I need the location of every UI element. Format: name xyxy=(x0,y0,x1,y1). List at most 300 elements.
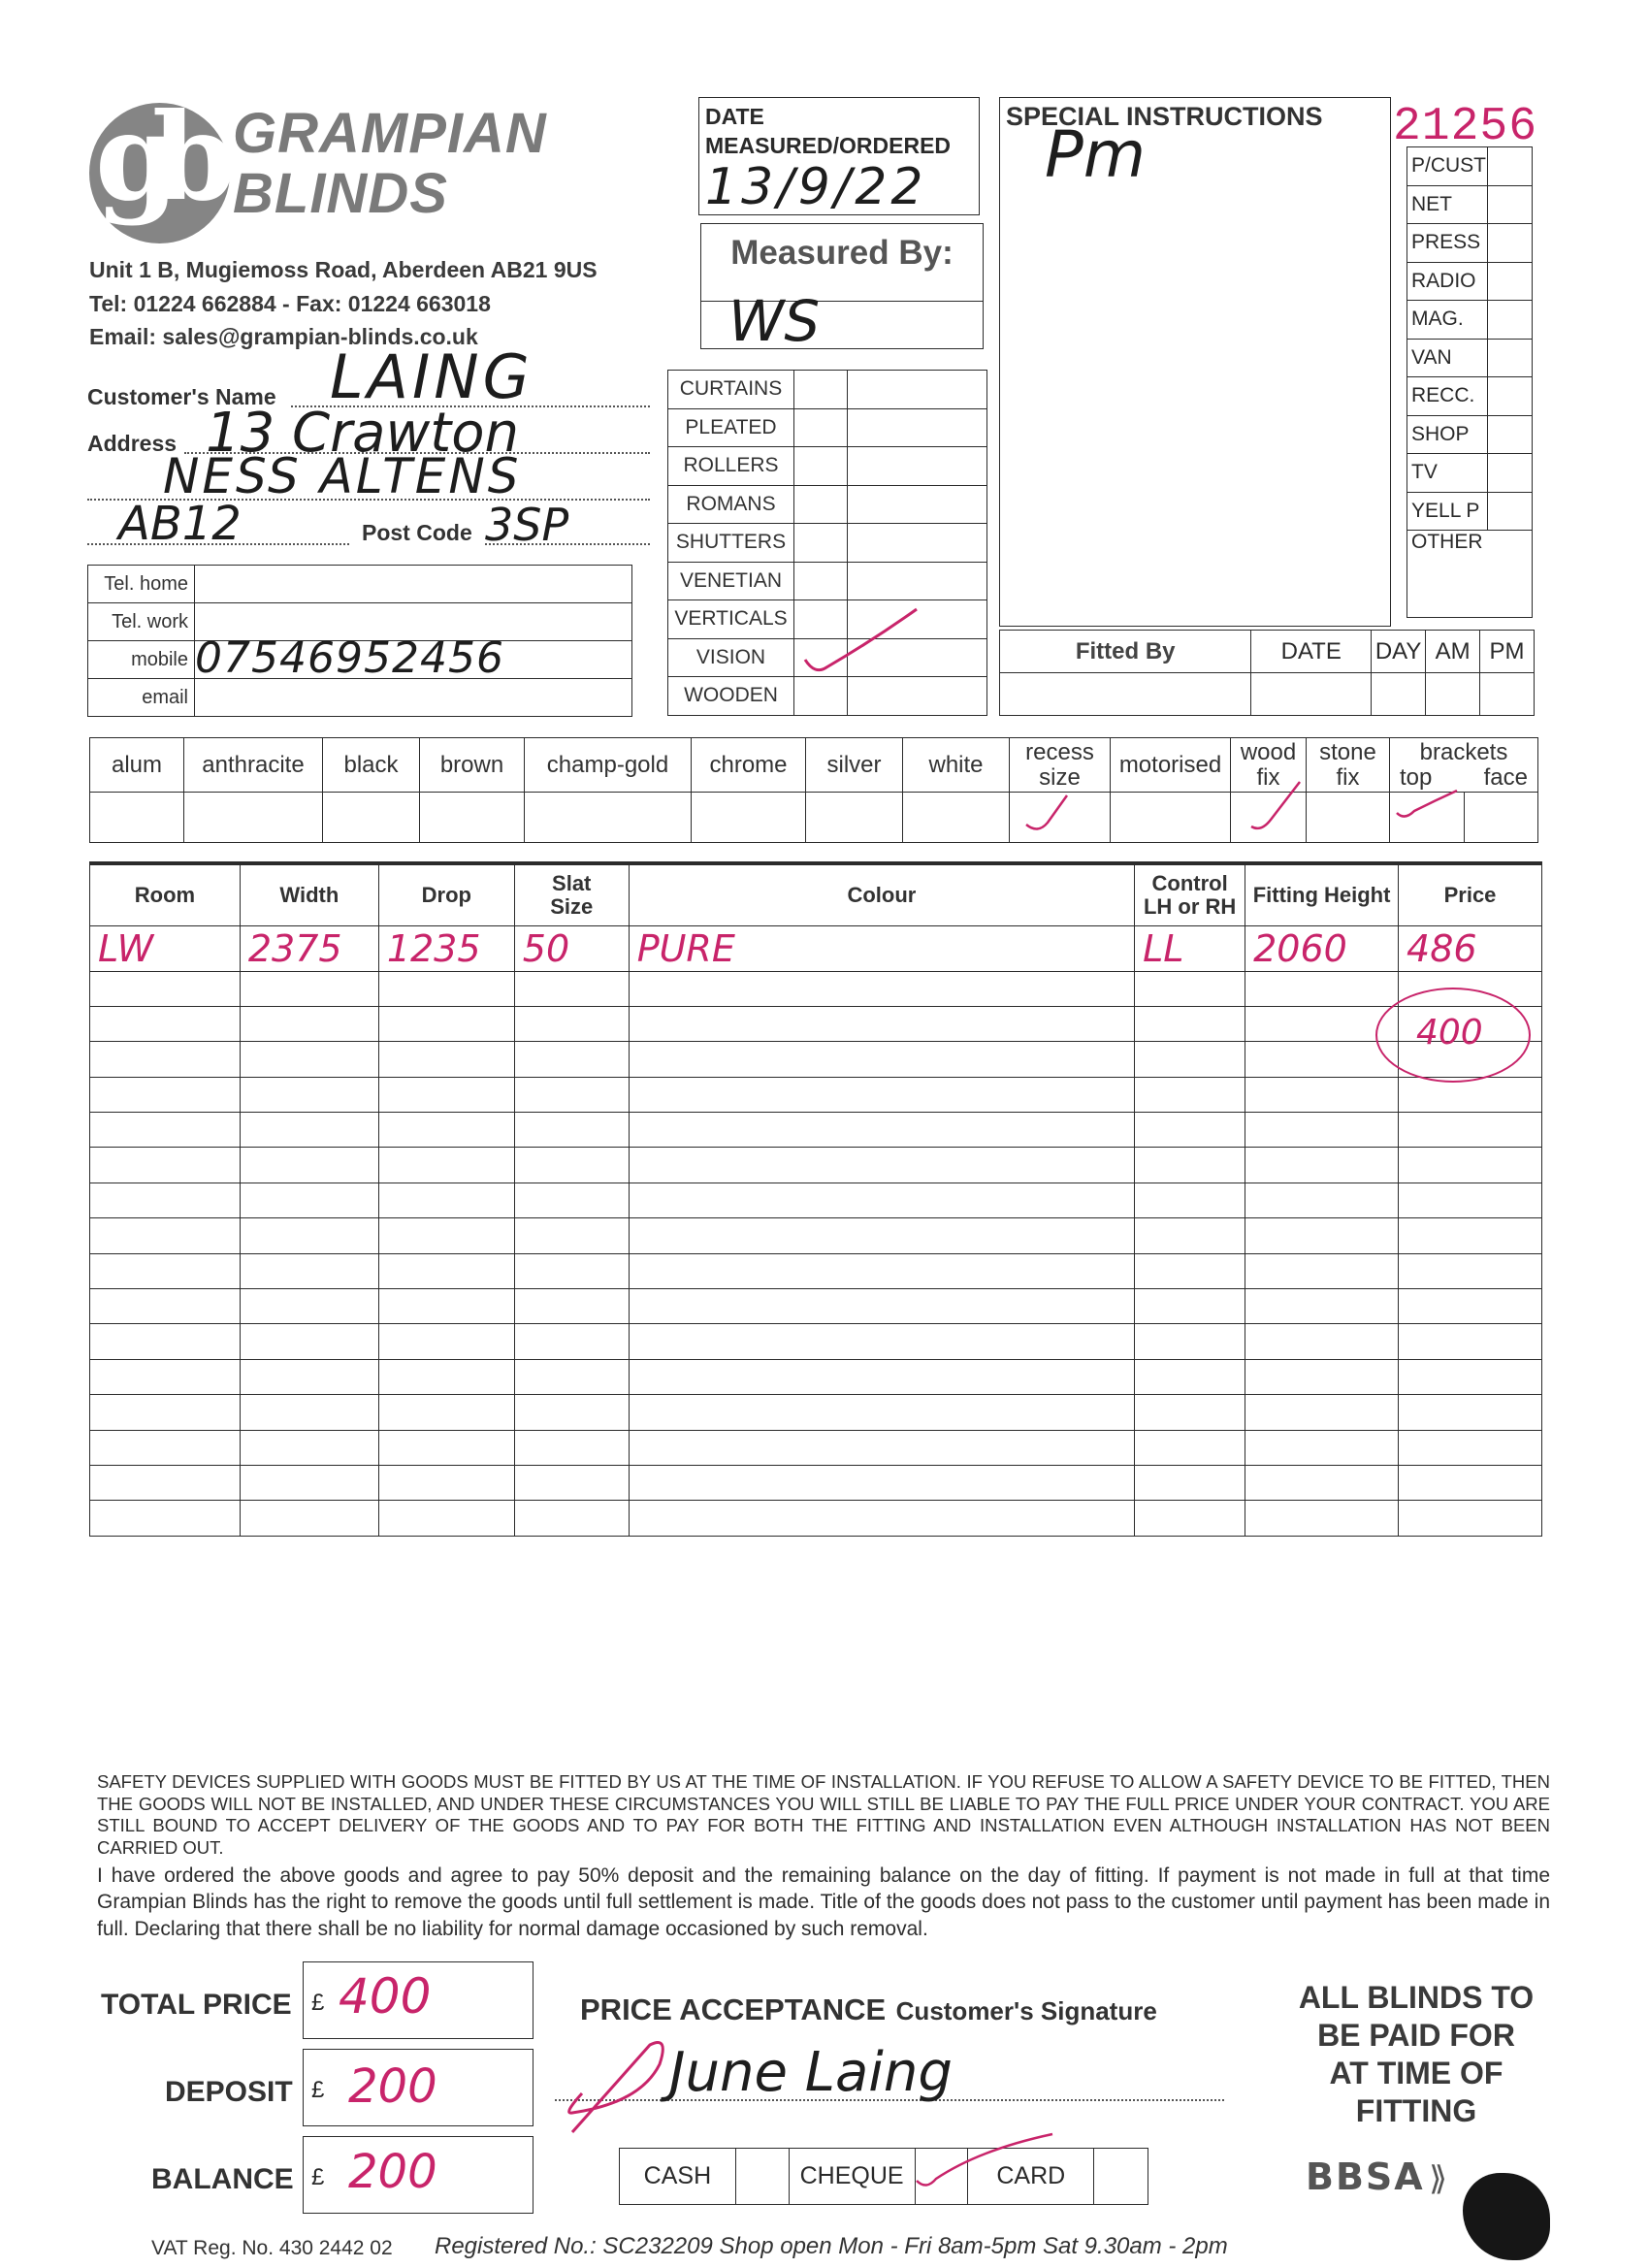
order-cell-height[interactable] xyxy=(1245,1465,1399,1500)
order-cell-colour[interactable] xyxy=(629,1183,1134,1217)
order-cell-drop[interactable] xyxy=(378,1430,514,1465)
order-cell-slat[interactable] xyxy=(514,925,629,971)
order-cell-height[interactable] xyxy=(1245,1183,1399,1217)
lead-source-table xyxy=(1406,146,1533,618)
order-cell-price[interactable] xyxy=(1399,1077,1542,1112)
order-cell-width[interactable] xyxy=(240,1289,378,1324)
product-type-checkbox[interactable] xyxy=(794,600,848,639)
product-type-qty[interactable] xyxy=(848,524,987,563)
product-type-row xyxy=(668,371,987,409)
lead-source-label: PRESS xyxy=(1407,224,1488,263)
product-type-row xyxy=(668,677,987,716)
product-type-row xyxy=(668,447,987,486)
lead-source-row xyxy=(1407,262,1533,301)
order-cell-price[interactable] xyxy=(1399,1218,1542,1253)
product-type-row xyxy=(668,600,987,639)
order-cell-drop[interactable] xyxy=(378,1218,514,1253)
order-value-slat: 50 xyxy=(522,926,570,970)
order-cell-drop[interactable] xyxy=(378,971,514,1006)
order-cell-price[interactable] xyxy=(1399,1465,1542,1500)
contact-row xyxy=(88,679,632,717)
fitted-by-value xyxy=(1000,673,1251,716)
order-cell-control[interactable] xyxy=(1135,1465,1245,1500)
order-cell-height[interactable] xyxy=(1245,1359,1399,1394)
col-room: Room xyxy=(90,863,241,925)
order-row xyxy=(90,1253,1542,1288)
order-cell-width[interactable] xyxy=(240,1359,378,1394)
order-cell-colour[interactable] xyxy=(629,1324,1134,1359)
color-chrome: chrome xyxy=(692,738,806,793)
lead-source-checkbox[interactable] xyxy=(1488,415,1533,454)
order-cell-control[interactable] xyxy=(1135,1359,1245,1394)
balance-label: BALANCE xyxy=(151,2163,294,2195)
lead-source-row xyxy=(1407,301,1533,340)
order-cell-slat[interactable] xyxy=(514,1006,629,1041)
date-measured-box xyxy=(698,97,980,215)
order-cell-slat[interactable] xyxy=(514,1289,629,1324)
measured-by-label: Measured By: xyxy=(701,234,983,302)
order-cell-price[interactable] xyxy=(1399,1395,1542,1430)
color-white-box[interactable] xyxy=(903,793,1010,843)
order-cell-colour[interactable] xyxy=(629,1253,1134,1288)
order-cell-drop[interactable] xyxy=(378,1006,514,1041)
lead-source-label: MAG. xyxy=(1407,301,1488,340)
contact-label: Tel. home xyxy=(88,566,195,603)
order-value-room: LW xyxy=(98,926,154,970)
contact-label: mobile xyxy=(88,641,195,679)
order-cell-slat[interactable] xyxy=(514,1324,629,1359)
order-cell-room[interactable] xyxy=(90,1006,241,1041)
order-table xyxy=(89,861,1542,1537)
order-cell-width[interactable] xyxy=(240,1077,378,1112)
order-cell-drop[interactable] xyxy=(378,1289,514,1324)
order-cell-room[interactable] xyxy=(90,925,241,971)
order-cell-height[interactable] xyxy=(1245,971,1399,1006)
recess-size-label: recess size xyxy=(1010,738,1111,793)
order-cell-control[interactable] xyxy=(1135,1183,1245,1217)
lead-source-checkbox[interactable] xyxy=(1488,454,1533,493)
order-cell-slat[interactable] xyxy=(514,1113,629,1148)
order-cell-height[interactable] xyxy=(1245,1077,1399,1112)
agreement-terms: I have ordered the above goods and agree to pay 50% deposit and the remaining balance on the day of fitting. If payment is not made in full at that time Grampian Blinds has the right to remove the goods until full settlement is made. Title of the goods does not pass to the customer until payment has been made in full. Declaring that there shall be no liability for normal damage occasioned by such removal. xyxy=(97,1864,1550,1940)
product-type-row xyxy=(668,524,987,563)
order-cell-colour[interactable] xyxy=(629,1148,1134,1183)
order-cell-control[interactable] xyxy=(1135,1289,1245,1324)
product-type-qty[interactable] xyxy=(848,408,987,447)
order-cell-drop[interactable] xyxy=(378,1253,514,1288)
contact-value-field[interactable] xyxy=(195,566,632,603)
order-cell-width[interactable] xyxy=(240,1430,378,1465)
lead-source-checkbox[interactable] xyxy=(1488,301,1533,340)
product-type-qty[interactable] xyxy=(848,485,987,524)
product-type-row xyxy=(668,408,987,447)
fitted-pm-value xyxy=(1480,673,1535,716)
color-silver: silver xyxy=(806,738,903,793)
order-cell-width[interactable] xyxy=(240,1113,378,1148)
order-cell-height[interactable] xyxy=(1245,1324,1399,1359)
order-cell-control[interactable] xyxy=(1135,1148,1245,1183)
order-cell-slat[interactable] xyxy=(514,1501,629,1536)
contact-value-field[interactable] xyxy=(195,633,632,683)
address-line1-value: 13 Crawton xyxy=(206,402,520,465)
order-cell-height[interactable] xyxy=(1245,1501,1399,1536)
color-alum-box[interactable] xyxy=(90,793,184,843)
deposit-currency: £ xyxy=(311,2077,325,2103)
order-cell-colour[interactable] xyxy=(629,1113,1134,1148)
order-cell-width[interactable] xyxy=(240,1253,378,1288)
order-cell-slat[interactable] xyxy=(514,1042,629,1077)
order-cell-price[interactable] xyxy=(1399,1148,1542,1183)
finish-options-table xyxy=(89,737,1538,843)
signature-mark xyxy=(553,2035,689,2152)
order-cell-colour[interactable] xyxy=(629,1289,1134,1324)
order-cell-drop[interactable] xyxy=(378,1359,514,1394)
lead-source-label: P/CUST xyxy=(1407,147,1488,186)
lead-source-row xyxy=(1407,531,1533,618)
product-type-checkbox[interactable] xyxy=(794,408,848,447)
order-cell-room[interactable] xyxy=(90,1148,241,1183)
product-type-checkbox[interactable] xyxy=(794,562,848,600)
order-cell-room[interactable] xyxy=(90,1077,241,1112)
order-cell-price[interactable] xyxy=(1399,1501,1542,1536)
order-cell-width[interactable] xyxy=(240,1501,378,1536)
order-cell-width[interactable] xyxy=(240,1218,378,1253)
order-cell-drop[interactable] xyxy=(378,1042,514,1077)
order-cell-room[interactable] xyxy=(90,1430,241,1465)
order-cell-width[interactable] xyxy=(240,1148,378,1183)
col-slat-label: Slat Size xyxy=(550,870,594,919)
color-brown-box[interactable] xyxy=(420,793,525,843)
stone-fix-label: stone fix xyxy=(1307,738,1390,793)
color-chrome-box[interactable] xyxy=(692,793,806,843)
order-cell-colour[interactable] xyxy=(629,1501,1134,1536)
fitted-day-label: DAY xyxy=(1372,631,1426,673)
product-type-checkbox[interactable] xyxy=(794,485,848,524)
order-row xyxy=(90,1501,1542,1536)
lead-source-checkbox[interactable] xyxy=(1488,377,1533,416)
order-cell-price[interactable] xyxy=(1399,1253,1542,1288)
payment-notice xyxy=(1271,1979,1562,2130)
order-cell-control[interactable] xyxy=(1135,1395,1245,1430)
lead-source-label: NET xyxy=(1407,185,1488,224)
lead-source-checkbox[interactable] xyxy=(1488,185,1533,224)
product-type-checkbox[interactable] xyxy=(794,447,848,486)
order-cell-slat[interactable] xyxy=(514,1183,629,1217)
order-cell-width[interactable] xyxy=(240,1395,378,1430)
order-cell-width[interactable] xyxy=(240,1183,378,1217)
order-row xyxy=(90,1359,1542,1394)
company-name-line1: GRAMPIAN xyxy=(233,102,547,165)
vat-number: VAT Reg. No. 430 2442 02 xyxy=(151,2237,393,2259)
stone-fix-box[interactable] xyxy=(1307,793,1390,843)
order-cell-room[interactable] xyxy=(90,1042,241,1077)
order-row xyxy=(90,1042,1542,1077)
lead-source-row xyxy=(1407,147,1533,186)
contact-value-field[interactable] xyxy=(195,679,632,717)
lead-source-label: SHOP xyxy=(1407,415,1488,454)
order-cell-slat[interactable] xyxy=(514,1148,629,1183)
safety-terms: SAFETY DEVICES SUPPLIED WITH GOODS MUST BE FITTED BY US AT THE TIME OF INSTALLATION. IF YOU REFUSE TO ALLOW A SAFETY DEVICE TO BE FITTED, THEN THE GOODS WILL NOT BE INSTALLED, AND UNDER THESE CIRCUMSTANCES YOU WILL STILL BE LIABLE TO PAY THE FULL PRICE UNDER YOUR CONTRACT. YOU ARE STILL BOUND TO ACCEPT DELIVERY OF THE GOODS AND TO PAY FOR BOTH THE FITTING AND INSTALLATION EVEN ALTHOUGH INSTALLATION HAS NOT BEEN CARRIED OUT. xyxy=(97,1771,1550,1858)
date-label-line2: MEASURED/ORDERED xyxy=(705,133,952,158)
company-logo xyxy=(89,87,230,243)
order-cell-slat[interactable] xyxy=(514,1359,629,1394)
order-cell-control[interactable] xyxy=(1135,1218,1245,1253)
col-colour: Colour xyxy=(629,863,1134,925)
product-type-checkbox[interactable] xyxy=(794,524,848,563)
color-anthracite: anthracite xyxy=(184,738,323,793)
fitted-am-value xyxy=(1426,673,1480,716)
order-cell-price[interactable] xyxy=(1399,1113,1542,1148)
customer-name-value: LAING xyxy=(330,341,534,412)
company-name-line2: BLINDS xyxy=(233,162,448,225)
lead-source-row xyxy=(1407,454,1533,493)
product-type-label: CURTAINS xyxy=(668,371,794,409)
order-row xyxy=(90,1324,1542,1359)
lead-source-checkbox[interactable] xyxy=(1488,147,1533,186)
col-drop: Drop xyxy=(378,863,514,925)
order-row xyxy=(90,1430,1542,1465)
product-type-checkbox[interactable] xyxy=(794,371,848,409)
brackets-top-label: top xyxy=(1400,763,1433,791)
total-price-value: 400 xyxy=(339,1968,432,2025)
order-value-height: 2060 xyxy=(1253,926,1347,970)
wood-fix-box[interactable] xyxy=(1231,793,1307,843)
order-cell-slat[interactable] xyxy=(514,1395,629,1430)
color-silver-box[interactable] xyxy=(806,793,903,843)
special-instructions-label: SPECIAL INSTRUCTIONS xyxy=(1006,102,1323,131)
order-cell-height[interactable] xyxy=(1245,1430,1399,1465)
customer-name-label: Customer's Name xyxy=(87,384,276,409)
order-cell-room[interactable] xyxy=(90,1501,241,1536)
registered-info: Registered No.: SC232209 Shop open Mon - Fri 8am-5pm Sat 9.30am - 2pm xyxy=(435,2233,1228,2259)
order-cell-control[interactable] xyxy=(1135,1253,1245,1288)
order-cell-control[interactable] xyxy=(1135,1501,1245,1536)
product-type-qty[interactable] xyxy=(848,638,987,677)
postcode-value: 3SP xyxy=(485,499,569,551)
order-cell-room[interactable] xyxy=(90,1359,241,1394)
order-cell-height[interactable] xyxy=(1245,1395,1399,1430)
deposit-value: 200 xyxy=(348,2059,437,2114)
order-cell-width[interactable] xyxy=(240,925,378,971)
total-currency: £ xyxy=(311,1990,325,2016)
order-cell-control[interactable] xyxy=(1135,1042,1245,1077)
motorised-box[interactable] xyxy=(1111,793,1231,843)
order-cell-drop[interactable] xyxy=(378,1324,514,1359)
order-cell-control[interactable] xyxy=(1135,925,1245,971)
product-type-qty[interactable] xyxy=(848,677,987,716)
order-cell-drop[interactable] xyxy=(378,925,514,971)
contact-row xyxy=(88,641,632,679)
order-cell-room[interactable] xyxy=(90,1289,241,1324)
order-value-width: 2375 xyxy=(247,926,342,970)
col-height: Fitting Height xyxy=(1245,863,1399,925)
col-slat xyxy=(514,863,629,925)
order-cell-width[interactable] xyxy=(240,1324,378,1359)
order-cell-colour[interactable] xyxy=(629,1465,1134,1500)
order-cell-drop[interactable] xyxy=(378,1501,514,1536)
lead-source-checkbox[interactable] xyxy=(1488,339,1533,377)
order-row xyxy=(90,1006,1542,1041)
contact-row xyxy=(88,566,632,603)
product-type-row xyxy=(668,638,987,677)
order-cell-colour[interactable] xyxy=(629,1006,1134,1041)
order-cell-height[interactable] xyxy=(1245,1148,1399,1183)
order-cell-slat[interactable] xyxy=(514,1465,629,1500)
order-cell-width[interactable] xyxy=(240,1465,378,1500)
product-type-label: WOODEN xyxy=(668,677,794,716)
notice-line1: ALL BLINDS TO xyxy=(1298,1980,1535,2015)
order-cell-colour[interactable] xyxy=(629,971,1134,1006)
order-cell-room[interactable] xyxy=(90,1395,241,1430)
total-price-box[interactable] xyxy=(303,1961,534,2039)
order-row xyxy=(90,1113,1542,1148)
order-cell-width[interactable] xyxy=(240,1042,378,1077)
order-cell-slat[interactable] xyxy=(514,1430,629,1465)
bbsa-logo-text: BBSA xyxy=(1306,2155,1425,2198)
col-control-label: Control LH or RH xyxy=(1143,870,1237,919)
order-cell-height[interactable] xyxy=(1245,925,1399,971)
contact-value: 07546952456 xyxy=(195,633,504,683)
order-cell-colour[interactable] xyxy=(629,1077,1134,1112)
order-cell-control[interactable] xyxy=(1135,1324,1245,1359)
balance-currency: £ xyxy=(311,2164,325,2190)
brackets-sub xyxy=(1390,765,1537,790)
order-cell-control[interactable] xyxy=(1135,1077,1245,1112)
measured-by-value: WS xyxy=(728,288,821,354)
deposit-label: DEPOSIT xyxy=(165,2076,293,2108)
order-cell-slat[interactable] xyxy=(514,1077,629,1112)
order-cell-colour[interactable] xyxy=(629,1042,1134,1077)
fitted-date-value xyxy=(1251,673,1372,716)
order-cell-room[interactable] xyxy=(90,1253,241,1288)
order-cell-drop[interactable] xyxy=(378,1183,514,1217)
brackets-top-box[interactable] xyxy=(1390,793,1465,843)
notice-line2: BE PAID FOR xyxy=(1317,2018,1515,2053)
order-cell-price[interactable] xyxy=(1399,1324,1542,1359)
order-cell-price[interactable] xyxy=(1399,1289,1542,1324)
order-cell-height[interactable] xyxy=(1245,1218,1399,1253)
order-cell-slat[interactable] xyxy=(514,1253,629,1288)
order-cell-height[interactable] xyxy=(1245,1042,1399,1077)
color-black: black xyxy=(323,738,420,793)
deposit-box[interactable] xyxy=(303,2049,534,2126)
order-cell-height[interactable] xyxy=(1245,1253,1399,1288)
brackets-face-box[interactable] xyxy=(1464,793,1538,843)
order-cell-colour[interactable] xyxy=(629,1395,1134,1430)
order-cell-colour[interactable] xyxy=(629,1430,1134,1465)
order-cell-price[interactable] xyxy=(1399,1183,1542,1217)
payment-cash-box[interactable] xyxy=(735,2149,789,2205)
order-row xyxy=(90,1077,1542,1112)
company-phone-fax: Tel: 01224 662884 - Fax: 01224 663018 xyxy=(89,291,491,316)
order-cell-colour[interactable] xyxy=(629,925,1134,971)
payment-cheque-label: CHEQUE xyxy=(789,2149,915,2205)
order-cell-drop[interactable] xyxy=(378,1148,514,1183)
lead-source-label: RECC. xyxy=(1407,377,1488,416)
address-line2-value: NESS ALTENS xyxy=(163,448,522,504)
recess-size-box[interactable] xyxy=(1010,793,1111,843)
order-value-drop: 1235 xyxy=(386,926,481,970)
order-row xyxy=(90,1465,1542,1500)
lead-source-checkbox[interactable] xyxy=(1488,492,1533,531)
order-cell-price[interactable] xyxy=(1399,925,1542,971)
order-cell-control[interactable] xyxy=(1135,1006,1245,1041)
notice-line3: AT TIME OF xyxy=(1329,2056,1504,2090)
lead-source-checkbox[interactable] xyxy=(1488,262,1533,301)
color-anthracite-box[interactable] xyxy=(184,793,323,843)
company-email: Email: sales@grampian-blinds.co.uk xyxy=(89,324,478,349)
product-type-label: SHUTTERS xyxy=(668,524,794,563)
product-type-label: VERTICALS xyxy=(668,600,794,639)
product-type-qty[interactable] xyxy=(848,447,987,486)
color-white: white xyxy=(903,738,1010,793)
order-cell-width[interactable] xyxy=(240,1006,378,1041)
product-type-checkbox[interactable] xyxy=(794,638,848,677)
order-cell-slat[interactable] xyxy=(514,1218,629,1253)
product-type-checkbox[interactable] xyxy=(794,677,848,716)
order-cell-height[interactable] xyxy=(1245,1113,1399,1148)
order-cell-price[interactable] xyxy=(1399,1430,1542,1465)
lead-source-checkbox[interactable] xyxy=(1488,224,1533,263)
product-type-qty[interactable] xyxy=(848,371,987,409)
order-cell-control[interactable] xyxy=(1135,1113,1245,1148)
color-champ-gold-box[interactable] xyxy=(525,793,692,843)
company-address: Unit 1 B, Mugiemoss Road, Aberdeen AB21 9US xyxy=(89,257,598,282)
order-cell-room[interactable] xyxy=(90,971,241,1006)
order-cell-room[interactable] xyxy=(90,1113,241,1148)
order-cell-slat[interactable] xyxy=(514,971,629,1006)
product-type-qty[interactable] xyxy=(848,600,987,639)
order-row xyxy=(90,1148,1542,1183)
lead-source-row xyxy=(1407,415,1533,454)
order-cell-control[interactable] xyxy=(1135,1430,1245,1465)
lead-source-label: OTHER xyxy=(1407,531,1533,618)
order-cell-room[interactable] xyxy=(90,1324,241,1359)
order-cell-width[interactable] xyxy=(240,971,378,1006)
contact-label: Tel. work xyxy=(88,603,195,641)
balance-box[interactable] xyxy=(303,2136,534,2214)
order-cell-drop[interactable] xyxy=(378,1113,514,1148)
col-price: Price xyxy=(1399,863,1542,925)
order-cell-room[interactable] xyxy=(90,1183,241,1217)
order-cell-colour[interactable] xyxy=(629,1359,1134,1394)
order-cell-drop[interactable] xyxy=(378,1077,514,1112)
order-cell-drop[interactable] xyxy=(378,1465,514,1500)
order-value-price: 486 xyxy=(1406,926,1477,970)
product-type-row xyxy=(668,485,987,524)
order-cell-colour[interactable] xyxy=(629,1218,1134,1253)
col-width: Width xyxy=(240,863,378,925)
order-cell-price[interactable] xyxy=(1399,1359,1542,1394)
brackets-title: brackets xyxy=(1419,739,1508,766)
motorised-label: motorised xyxy=(1111,738,1231,793)
lead-source-row xyxy=(1407,185,1533,224)
order-cell-drop[interactable] xyxy=(378,1395,514,1430)
order-row xyxy=(90,1218,1542,1253)
lead-source-label: TV xyxy=(1407,454,1488,493)
fitted-by-table xyxy=(999,630,1535,716)
order-cell-control[interactable] xyxy=(1135,971,1245,1006)
order-cell-height[interactable] xyxy=(1245,1289,1399,1324)
order-row xyxy=(90,971,1542,1006)
special-instructions-value: Pm xyxy=(1045,117,1147,192)
product-type-label: ROLLERS xyxy=(668,447,794,486)
order-cell-room[interactable] xyxy=(90,1465,241,1500)
payment-cash-label: CASH xyxy=(620,2149,736,2205)
product-type-qty[interactable] xyxy=(848,562,987,600)
color-black-box[interactable] xyxy=(323,793,420,843)
order-cell-room[interactable] xyxy=(90,1218,241,1253)
